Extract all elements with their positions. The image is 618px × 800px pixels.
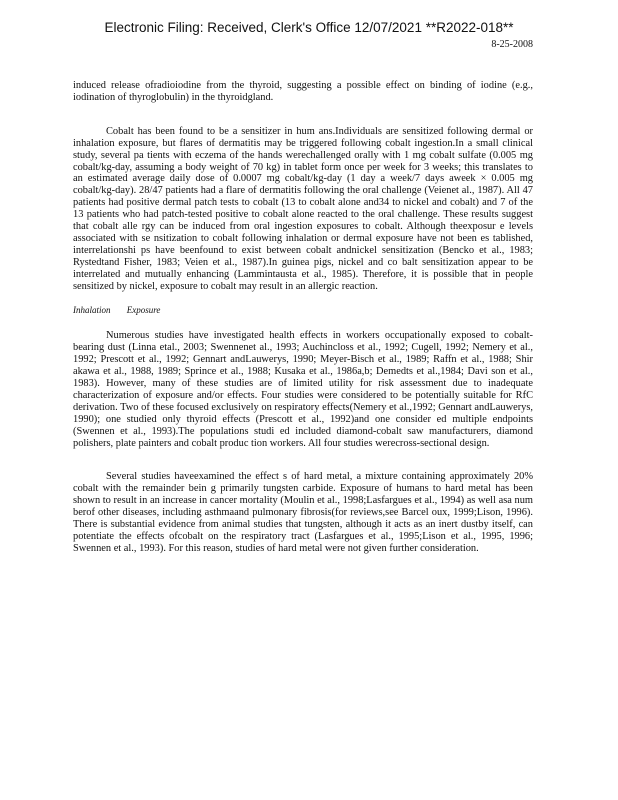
document-body <box>73 80 533 566</box>
paragraph-cobalt-sensitizer: Cobalt has been found to be a sensitizer in hum ans.Individuals are sensitized following dermal or inhalation exposure, but flares of dermatitis may be triggered following cobalt ingestion.In a small clinical study, several pa tients with eczema of the hands werechallenged orally with 1 mg cobalt sulfate (0.005 mg cobalt/kg-day, assuming a body weight of 70 kg) in tablet form once per week for 3 weeks; this translates to an estimated average daily dose of 0.0007 mg cobalt/kg-day (1 day a week/7 days aweek × 0.005 mg cobalt/kg-day). 28/47 patients had a flare of dermatitis following the oral challenge (Veienet al., 1987). All 47 patients had positive dermal patch tests to cobalt (13 to cobalt alone and34 to nickel and cobalt) and 7 of the 13 patients who had patch-tested positive to cobalt alone reacted to the oral challenge. These results suggest that cobalt alle rgy can be induced from oral ingestion exposures to cobalt. Although theexposur e levels associated with se nsitization to cobalt following inhalation or dermal exposure have not been es tablished, interrelationshi ps have beenfound to exist between cobalt andnickel sensitization (Bencko et al., 1983; Rystedtand Fisher, 1983; Veien et al., 1987).In guinea pigs, nickel and co balt sensitization appear to be interrelated and mutually enhancing (Lammintausta et al., 1985). Therefore, it is possible that in people sensitized by nickel, exposure to cobalt may result in an allergic reaction. <box>73 125 533 292</box>
document-date: 8-25-2008 <box>491 39 533 50</box>
paragraph-occupational-studies: Numerous studies have investigated health effects in workers occupationally exposed to cobalt-bearing dust (Linna etal., 2003; Swennenet al., 1993; Auchincloss et al., 1992; Cugell, 1992; Nemery et al., 1992; Prescott et al., 1992; Gennart andLauwerys, 1990; Meyer-Bisch et al., 1989; Raffn et al., 1988; Shir akawa et al., 1988, 1989; Sprince et al., 1988; Kusaka et al., 1986a,b; Demedts et al.,1984; Davi son et al., 1983). However, many of these studies are of limited utility for risk assessment due to inadequate characterization of exposure and/or effects. Four studies were considered to be potentially suitable for RfC derivation. Two of these focused exclusively on respiratory effects(Nemery et al.,1992; Gennart andLauwerys, 1990); one studied only thyroid effects (Prescott et al., 1992)and one consider ed multiple endpoints (Swennen et al., 1993).The populations studi ed included diamond-cobalt saw manufacturers, diamond polishers, plate painters and cobalt produc tion workers. All four studies werecross-sectional design. <box>73 330 533 449</box>
paragraph-hard-metal: Several studies haveexamined the effect s of hard metal, a mixture containing approximately 20% cobalt with the remainder bein g primarily tungsten carbide. Exposure of humans to hard metal has been shown to result in an increase in cancer mortality (Moulin et al., 1998;Lasfargues et al., 1994) as well asa num berof other diseases, including asthmaand pulmonary fibrosis(for reviews,see Barcel oux, 1999;Lison, 1996). There is substantial evidence from animal studies that tungsten, although it acts as an inert dustby itself, can potentiate the effects ofcobalt on the respiratory tract (Lasfargues et al., 1995;Lison et al., 1995, 1996; Swennen et al., 1993). For this reason, studies of hard metal were not given further consideration. <box>73 471 533 554</box>
filing-stamp: Electronic Filing: Received, Clerk's Office 12/07/2021 **R2022-018** <box>104 20 514 35</box>
section-heading-inhalation: Inhalation Exposure <box>73 304 161 315</box>
paragraph-continuation: induced release ofradioiodine from the thyroid, suggesting a possible effect on binding of iodine (e.g., iodination of thyroglobulin) in the thyroidgland. <box>73 80 533 103</box>
